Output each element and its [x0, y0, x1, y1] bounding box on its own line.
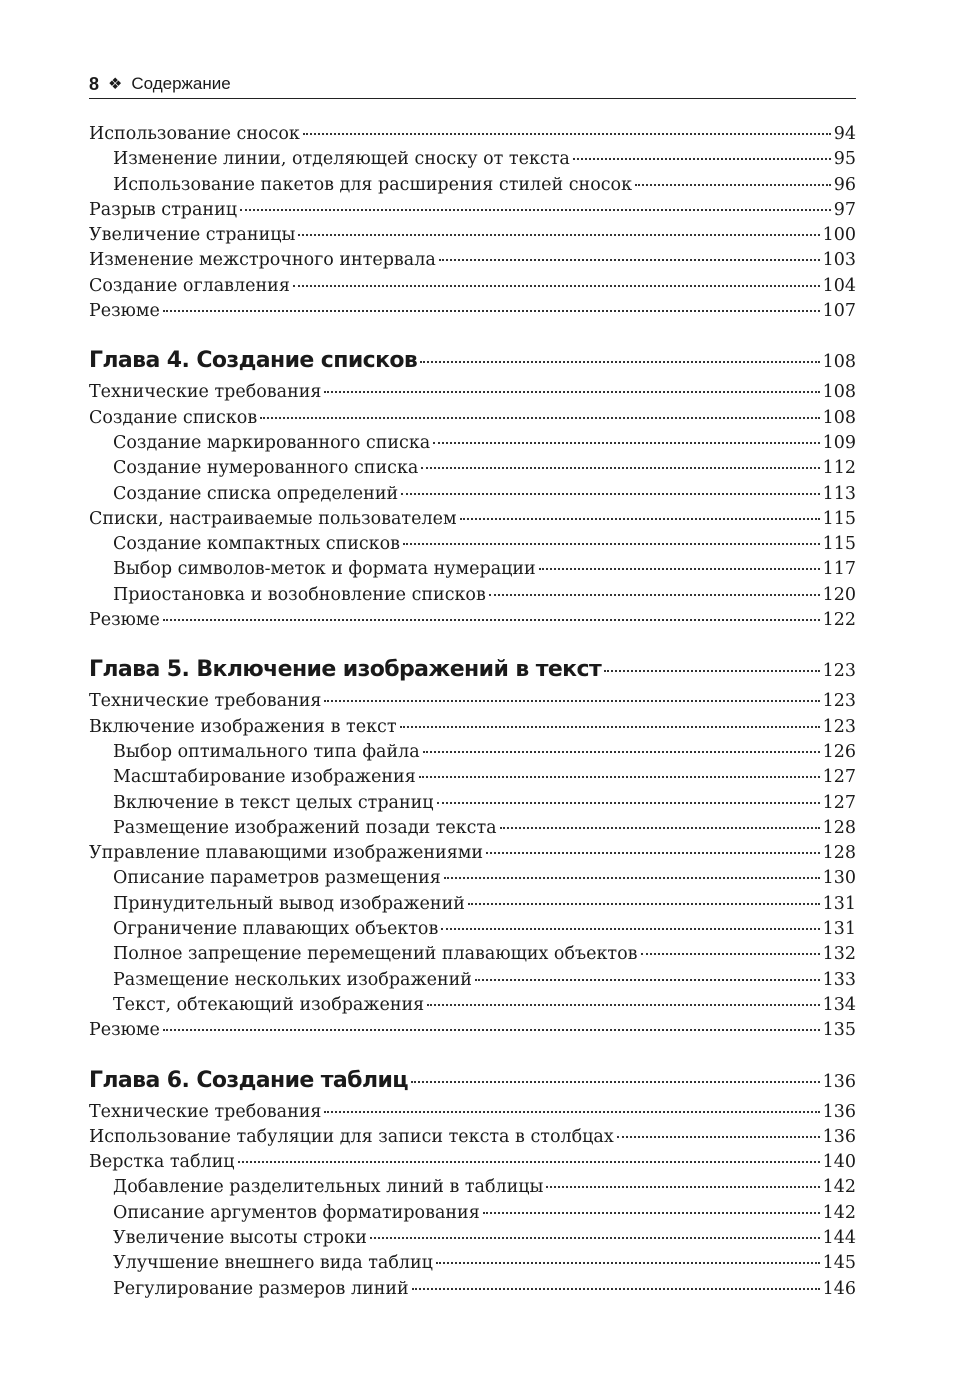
dot-leader	[260, 417, 819, 419]
dot-leader	[427, 1004, 819, 1006]
toc-subentry[interactable]	[89, 791, 856, 816]
entry-page: 95	[833, 149, 856, 170]
chapter-heading[interactable]	[89, 348, 856, 374]
dot-leader	[421, 467, 819, 469]
entry-page: 146	[822, 1278, 856, 1299]
entry-page: 131	[822, 919, 856, 940]
entry-page: 120	[822, 584, 856, 605]
toc-entry[interactable]	[89, 406, 856, 431]
entry-title: Списки, настраиваемые пользователем	[89, 508, 457, 529]
dot-leader	[573, 158, 831, 160]
toc-section	[89, 348, 856, 633]
toc-subentry[interactable]	[89, 147, 856, 172]
dot-leader	[412, 1288, 820, 1290]
entry-page: 96	[833, 174, 856, 195]
toc-entry[interactable]	[89, 299, 856, 324]
entry-title: Ограничение плавающих объектов	[113, 919, 439, 940]
toc-entry[interactable]	[89, 507, 856, 532]
entry-title: Верстка таблиц	[89, 1152, 235, 1173]
entry-page: 144	[822, 1227, 856, 1248]
entry-title: Использование сносок	[89, 124, 300, 144]
entry-title: Текст, обтекающий изображения	[113, 994, 425, 1015]
entry-page: 131	[822, 893, 856, 914]
toc-section	[89, 657, 856, 1043]
dot-leader	[238, 1161, 820, 1163]
entry-page: 136	[822, 1101, 856, 1122]
entry-title: Включение в текст целых страниц	[113, 792, 434, 813]
toc-subentry[interactable]	[89, 1251, 856, 1276]
dot-leader	[400, 726, 820, 728]
toc-entry[interactable]	[89, 1125, 856, 1150]
entry-page: 104	[822, 275, 856, 296]
entry-page: 115	[822, 534, 856, 555]
entry-title: Создание маркированного списка	[113, 432, 431, 453]
toc-subentry[interactable]	[89, 917, 856, 942]
entry-page: 107	[822, 301, 856, 322]
toc-subentry[interactable]	[89, 866, 856, 891]
entry-title: Технические требования	[89, 382, 322, 403]
dot-leader	[420, 361, 819, 363]
toc-entry[interactable]	[89, 1100, 856, 1125]
entry-page: 109	[822, 432, 856, 453]
entry-page: 128	[822, 843, 856, 864]
entry-title: Описание аргументов форматирования	[113, 1202, 480, 1223]
chapter-page: 108	[822, 352, 856, 373]
chapter-title: Глава 6. Создание таблиц	[89, 1067, 408, 1093]
entry-title: Увеличение страницы	[89, 225, 296, 246]
ornament-icon: ❖	[108, 76, 123, 93]
dot-leader	[617, 1136, 820, 1138]
entry-title: Технические требования	[89, 1101, 322, 1122]
entry-title: Выбор оптимального типа файла	[113, 741, 420, 762]
toc-entry[interactable]	[89, 841, 856, 866]
chapter-heading[interactable]	[89, 657, 856, 683]
toc-subentry[interactable]	[89, 1277, 856, 1302]
entry-title: Регулирование размеров линий	[113, 1278, 409, 1299]
dot-leader	[489, 594, 820, 596]
entry-title: Создание оглавления	[89, 275, 290, 296]
entry-page: 133	[822, 969, 856, 990]
dot-leader	[641, 953, 820, 955]
entry-page: 140	[822, 1152, 856, 1173]
toc-entry[interactable]	[89, 223, 856, 248]
dot-leader	[486, 852, 820, 854]
page-number: 8	[89, 73, 100, 94]
dot-leader	[441, 928, 819, 930]
dot-leader	[293, 285, 820, 287]
toc-entry[interactable]	[89, 380, 856, 405]
dot-leader	[546, 1186, 819, 1188]
entry-page: 117	[822, 559, 856, 580]
entry-page: 113	[822, 483, 856, 504]
dot-leader	[500, 827, 820, 829]
dot-leader	[370, 1237, 820, 1239]
toc-entry[interactable]	[89, 608, 856, 633]
entry-page: 127	[822, 767, 856, 788]
entry-title: Создание компактных списков	[113, 534, 401, 555]
entry-title: Изменение линии, отделяющей сноску от текста	[113, 149, 570, 170]
entry-title: Принудительный вывод изображений	[113, 893, 465, 914]
toc-entry[interactable]	[89, 689, 856, 714]
entry-title: Управление плавающими изображениями	[89, 843, 484, 864]
entry-title: Создание нумерованного списка	[113, 458, 419, 479]
entry-title: Создание списка определений	[113, 483, 399, 504]
entry-title: Создание списков	[89, 407, 258, 428]
entry-title: Технические требования	[89, 691, 322, 712]
chapter-heading[interactable]	[89, 1068, 856, 1094]
entry-title: Размещение изображений позади текста	[113, 817, 497, 838]
entry-page: 134	[822, 994, 856, 1015]
dot-leader	[437, 802, 820, 804]
chapter-page: 136	[822, 1071, 856, 1092]
entry-page: 115	[822, 508, 856, 529]
entry-page: 123	[822, 716, 856, 737]
entry-page: 130	[822, 868, 856, 889]
dot-leader	[163, 1029, 820, 1031]
dot-leader	[324, 700, 819, 702]
entry-page: 135	[822, 1020, 856, 1041]
chapter-page: 123	[822, 661, 856, 682]
dot-leader	[483, 1212, 820, 1214]
toc-subentry[interactable]	[89, 557, 856, 582]
toc-entry[interactable]	[89, 1150, 856, 1175]
dot-leader	[423, 751, 820, 753]
entry-title: Добавление разделительных линий в таблицы	[113, 1177, 544, 1198]
dot-leader	[444, 877, 820, 879]
entry-page: 123	[822, 691, 856, 712]
dot-leader	[401, 493, 819, 495]
entry-page: 142	[822, 1177, 856, 1198]
entry-page: 108	[822, 382, 856, 403]
toc-section	[89, 122, 856, 324]
entry-page: 132	[822, 944, 856, 965]
dot-leader	[419, 776, 820, 778]
toc-subentry[interactable]	[89, 765, 856, 790]
entry-title: Масштабирование изображения	[113, 767, 416, 788]
entry-title: Использование табуляции для записи текста в столбцах	[89, 1126, 614, 1147]
dot-leader	[163, 619, 820, 621]
dot-leader	[439, 259, 820, 261]
dot-leader	[635, 184, 831, 186]
entry-title: Размещение нескольких изображений	[113, 969, 472, 990]
dot-leader	[433, 442, 819, 444]
dot-leader	[240, 209, 831, 211]
dot-leader	[436, 1262, 820, 1264]
dot-leader	[539, 568, 820, 570]
entry-title: Выбор символов-меток и формата нумерации	[113, 559, 536, 580]
toc-subentry[interactable]	[89, 892, 856, 917]
entry-page: 136	[822, 1126, 856, 1147]
header-title: Содержание	[131, 74, 231, 93]
entry-title: Улучшение внешнего вида таблиц	[113, 1253, 433, 1274]
toc-subentry[interactable]	[89, 482, 856, 507]
entry-page: 127	[822, 792, 856, 813]
dot-leader	[324, 1111, 819, 1113]
entry-page: 122	[822, 610, 856, 631]
toc-entry[interactable]	[89, 1018, 856, 1043]
entry-page: 128	[822, 817, 856, 838]
chapter-title: Глава 5. Включение изображений в текст	[89, 657, 602, 683]
entry-title: Полное запрещение перемещений плавающих объектов	[113, 944, 638, 965]
entry-title: Описание параметров размещения	[113, 868, 441, 889]
entry-page: 100	[822, 225, 856, 246]
toc-section	[89, 1068, 856, 1302]
entry-title: Резюме	[89, 1020, 160, 1041]
running-header	[89, 70, 856, 99]
toc-subentry[interactable]	[89, 583, 856, 608]
toc-subentry[interactable]	[89, 532, 856, 557]
entry-page: 126	[822, 741, 856, 762]
toc-subentry[interactable]	[89, 1201, 856, 1226]
toc-subentry[interactable]	[89, 816, 856, 841]
toc-subentry[interactable]	[89, 431, 856, 456]
toc-subentry[interactable]	[89, 173, 856, 198]
entry-title: Использование пакетов для расширения стилей сносок	[113, 174, 633, 195]
entry-title: Включение изображения в текст	[89, 716, 397, 737]
toc-entry[interactable]	[89, 122, 856, 147]
toc-subentry[interactable]	[89, 993, 856, 1018]
dot-leader	[324, 391, 819, 393]
chapter-title: Глава 4. Создание списков	[89, 348, 418, 374]
dot-leader	[303, 133, 831, 135]
dot-leader	[468, 903, 820, 905]
entry-page: 103	[822, 250, 856, 271]
entry-title: Изменение межстрочного интервала	[89, 250, 436, 271]
entry-page: 142	[822, 1202, 856, 1223]
dot-leader	[403, 543, 820, 545]
table-of-contents	[89, 122, 856, 1302]
entry-title: Резюме	[89, 301, 160, 322]
entry-page: 97	[833, 199, 856, 220]
toc-subentry[interactable]	[89, 1226, 856, 1251]
entry-title: Приостановка и возобновление списков	[113, 584, 486, 605]
entry-title: Увеличение высоты строки	[113, 1227, 367, 1248]
dot-leader	[475, 979, 820, 981]
dot-leader	[604, 670, 819, 672]
toc-entry[interactable]	[89, 715, 856, 740]
entry-page: 108	[822, 407, 856, 428]
dot-leader	[163, 310, 820, 312]
entry-page: 112	[822, 458, 856, 479]
entry-title: Разрыв страниц	[89, 199, 237, 220]
dot-leader	[460, 518, 820, 520]
toc-subentry[interactable]	[89, 968, 856, 993]
toc-entry[interactable]	[89, 198, 856, 223]
dot-leader	[298, 234, 819, 236]
toc-subentry[interactable]	[89, 456, 856, 481]
toc-subentry[interactable]	[89, 1175, 856, 1200]
toc-entry[interactable]	[89, 248, 856, 273]
entry-title: Резюме	[89, 610, 160, 631]
entry-page: 145	[822, 1253, 856, 1274]
dot-leader	[411, 1081, 820, 1083]
toc-subentry[interactable]	[89, 740, 856, 765]
entry-page: 94	[833, 124, 856, 144]
toc-subentry[interactable]	[89, 942, 856, 967]
toc-entry[interactable]	[89, 274, 856, 299]
